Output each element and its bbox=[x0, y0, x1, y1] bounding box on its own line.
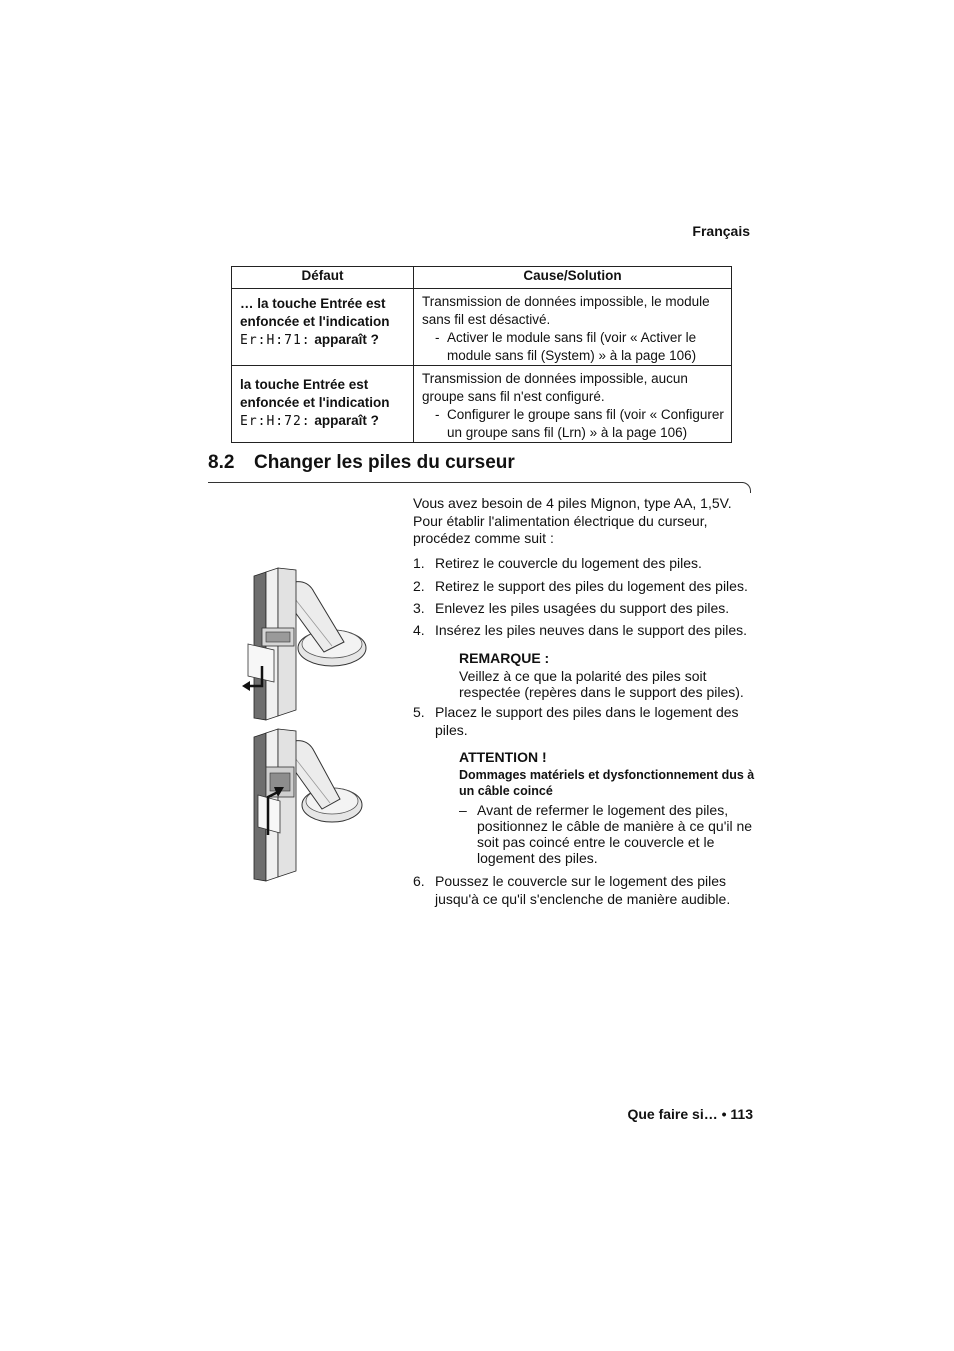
section-title-text: Changer les piles du curseur bbox=[254, 452, 515, 473]
step-number: 5. bbox=[413, 704, 425, 720]
cause-cell bbox=[414, 289, 732, 366]
page-footer: Que faire si… • 113 bbox=[627, 1106, 753, 1122]
step-text: Poussez le couvercle sur le logement des piles jusqu'à ce qu'il s'enclenche de manière audible. bbox=[435, 873, 731, 907]
solution-item bbox=[422, 406, 727, 442]
note-block bbox=[459, 650, 759, 701]
section-number: 8.2 bbox=[208, 452, 235, 473]
table-row bbox=[232, 366, 732, 443]
step-number: 4. bbox=[413, 622, 425, 638]
intro-paragraph: Vous avez besoin de 4 piles Mignon, type AA, 1,5V. Pour établir l'alimentation électrique du curseur, procédez comme suit : bbox=[413, 495, 732, 546]
note-text: Veillez à ce que la polarité des piles soit respectée (repères dans le support des piles). bbox=[459, 667, 744, 700]
display-code: Er:H:71: bbox=[240, 333, 311, 348]
dash-marker: - bbox=[435, 407, 440, 422]
dash-marker: - bbox=[435, 330, 440, 345]
attention-bullet bbox=[459, 802, 759, 866]
attention-subheading: Dommages matériels et dysfonctionnement dus à un câble coincé bbox=[459, 767, 755, 798]
step-text: Retirez le support des piles du logement des piles. bbox=[435, 578, 748, 594]
battery-removal-illustration bbox=[240, 560, 370, 725]
step-text: Enlevez les piles usagées du support des piles. bbox=[435, 600, 730, 616]
section-rule bbox=[208, 482, 743, 483]
attention-block bbox=[459, 749, 759, 799]
fault-text-end: apparaît ? bbox=[314, 332, 379, 347]
table-row bbox=[232, 289, 732, 366]
step-number: 6. bbox=[413, 873, 425, 889]
fault-text-end: apparaît ? bbox=[314, 413, 379, 428]
fault-text: la touche Entrée est enfoncée et l'indication bbox=[240, 377, 390, 410]
language-label: Français bbox=[692, 223, 750, 239]
solution-item bbox=[422, 329, 727, 365]
cause-text: Transmission de données impossible, le module sans fil est désactivé. bbox=[422, 294, 710, 327]
solution-text: Activer le module sans fil (voir « Activer le module sans fil (System) » à la page 106) bbox=[447, 330, 697, 363]
list-item bbox=[413, 600, 758, 618]
step-text: Retirez le couvercle du logement des piles. bbox=[435, 555, 702, 571]
attention-heading: ATTENTION ! bbox=[459, 749, 547, 765]
step-number: 3. bbox=[413, 600, 425, 616]
list-item bbox=[413, 873, 758, 908]
step-number: 1. bbox=[413, 555, 425, 571]
battery-insertion-illustration bbox=[240, 725, 370, 890]
display-code: Er:H:72: bbox=[240, 414, 311, 429]
fault-cell bbox=[232, 366, 414, 443]
fault-text: … la touche Entrée est enfoncée et l'indication bbox=[240, 296, 390, 329]
note-heading: REMARQUE : bbox=[459, 650, 550, 666]
list-item bbox=[413, 578, 758, 596]
section-rule-corner bbox=[742, 482, 751, 493]
section-title bbox=[208, 452, 515, 474]
step-text: Placez le support des piles dans le logement des piles. bbox=[435, 704, 739, 738]
bullet-marker: – bbox=[459, 802, 467, 818]
header-fault: Défaut bbox=[232, 267, 414, 289]
list-item bbox=[413, 555, 758, 573]
table-header-row bbox=[232, 267, 732, 289]
list-item bbox=[413, 622, 758, 640]
cause-cell bbox=[414, 366, 732, 443]
list-item bbox=[413, 704, 758, 739]
step-text: Insérez les piles neuves dans le support des piles. bbox=[435, 622, 748, 638]
header-cause: Cause/Solution bbox=[414, 267, 732, 289]
fault-table bbox=[231, 266, 732, 443]
bullet-text: Avant de refermer le logement des piles, positionnez le câble de manière à ce qu'il ne soit pas coincé entre le couvercle et le logement des piles. bbox=[477, 802, 753, 866]
solution-text: Configurer le groupe sans fil (voir « Configurer un groupe sans fil (Lrn) » à la page 106) bbox=[447, 407, 724, 440]
step-number: 2. bbox=[413, 578, 425, 594]
cause-text: Transmission de données impossible, aucun groupe sans fil n'est configuré. bbox=[422, 371, 688, 404]
fault-cell bbox=[232, 289, 414, 366]
